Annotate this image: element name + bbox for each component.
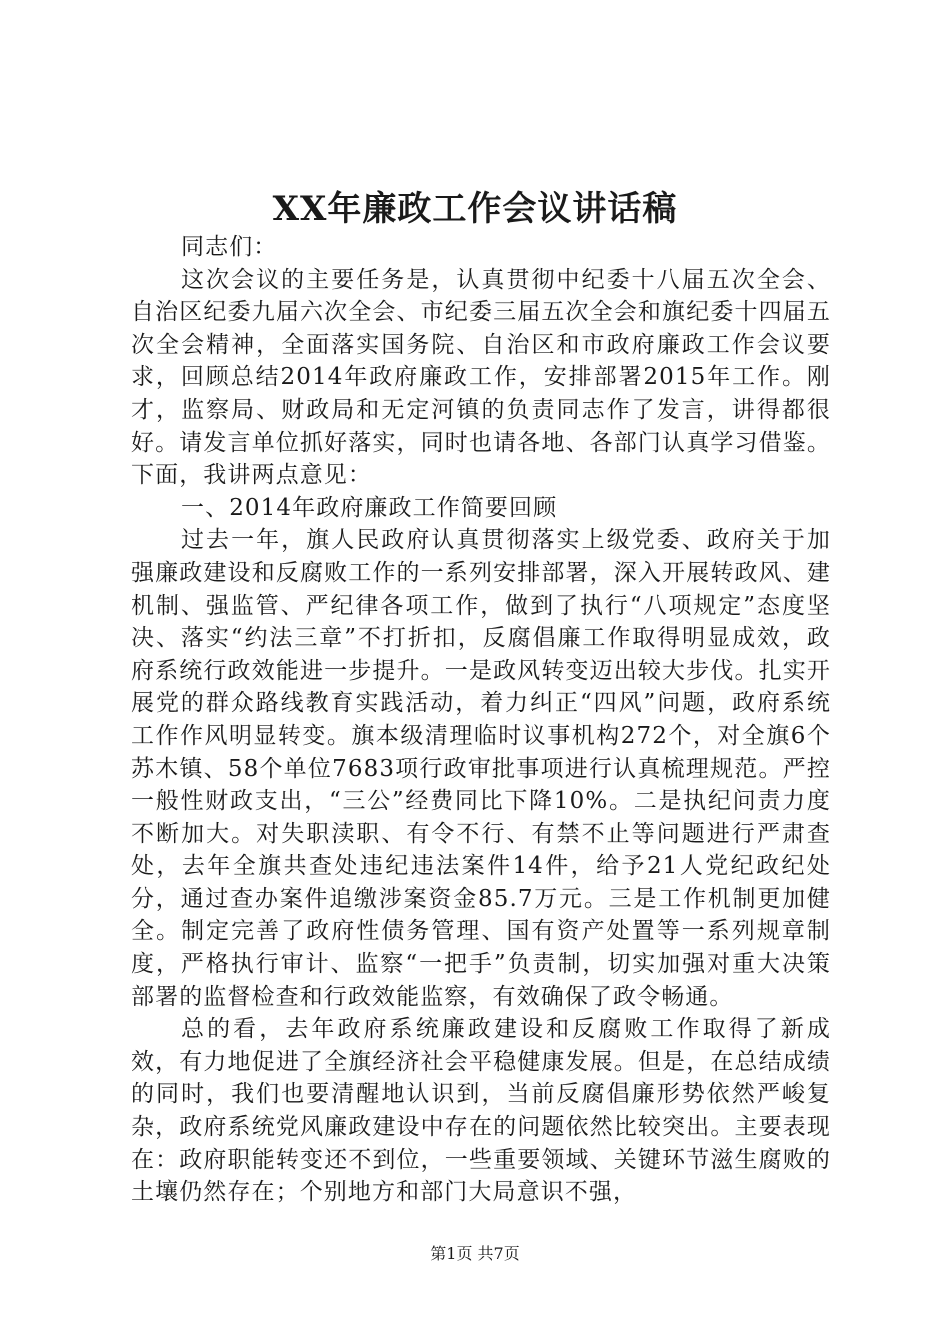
salutation-paragraph: 同志们：: [181, 234, 278, 260]
intro-paragraph: 这次会议的主要任务是，认真贯彻中纪委十八届五次全会、自治区纪委九届六次全会、市纪委三届五次全会和旗纪委十四届五次全会精神，全面落实国务院、自治区和市政府廉政工作会议要求，回顾总结2014年政府廉政工作，安排部署2015年工作。刚才，监察局、财政局和无定河镇的负责同志作了发言，讲得都很好。请发言单位抓好落实，同时也请各地、各部门认真学习借鉴。下面，我讲两点意见：: [131, 266, 831, 489]
document-body: [131, 231, 831, 1209]
page-number-footer: 第1页 共7页: [430, 1244, 520, 1263]
review-paragraph: 过去一年，旗人民政府认真贯彻落实上级党委、政府关于加强廉政建设和反腐败工作的一系列安排部署，深入开展转政风、建机制、强监管、严纪律各项工作，做到了执行“八项规定”态度坚决、落实“约法三章”不打折扣，反腐倡廉工作取得明显成效，政府系统行政效能进一步提升。一是政风转变迈出较大步伐。扎实开展党的群众路线教育实践活动，着力纠正“四风”问题，政府系统工作作风明显转变。旗本级清理临时议事机构272个，对全旗6个苏木镇、58个单位7683项行政审批事项进行认真梳理规范。严控一般性财政支出，“三公”经费同比下降10%。二是执纪问责力度不断加大。对失职渎职、有令不行、有禁不止等问题进行严肃查处，去年全旗共查处违纪违法案件14件，给予21人党纪政纪处分，通过查办案件追缴涉案资金85.7万元。三是工作机制更加健全。制定完善了政府性债务管理、国有资产处置等一系列规章制度，严格执行审计、监察“一把手”负责制，切实加强对重大决策部署的监督检查和行政效能监察，有效确保了政令畅通。: [131, 527, 831, 1010]
summary-paragraph: 总的看，去年政府系统廉政建设和反腐败工作取得了新成效，有力地促进了全旗经济社会平稳健康发展。但是，在总结成绩的同时，我们也要清醒地认识到，当前反腐倡廉形势依然严峻复杂，政府系统党风廉政建设中存在的问题依然比较突出。主要表现在：政府职能转变还不到位，一些重要领域、关键环节滋生腐败的土壤仍然存在；个别地方和部门大局意识不强，: [131, 1016, 831, 1206]
section-heading: 一、2014年政府廉政工作简要回顾: [181, 494, 558, 521]
document-title: XX年廉政工作会议讲话稿: [272, 189, 678, 229]
